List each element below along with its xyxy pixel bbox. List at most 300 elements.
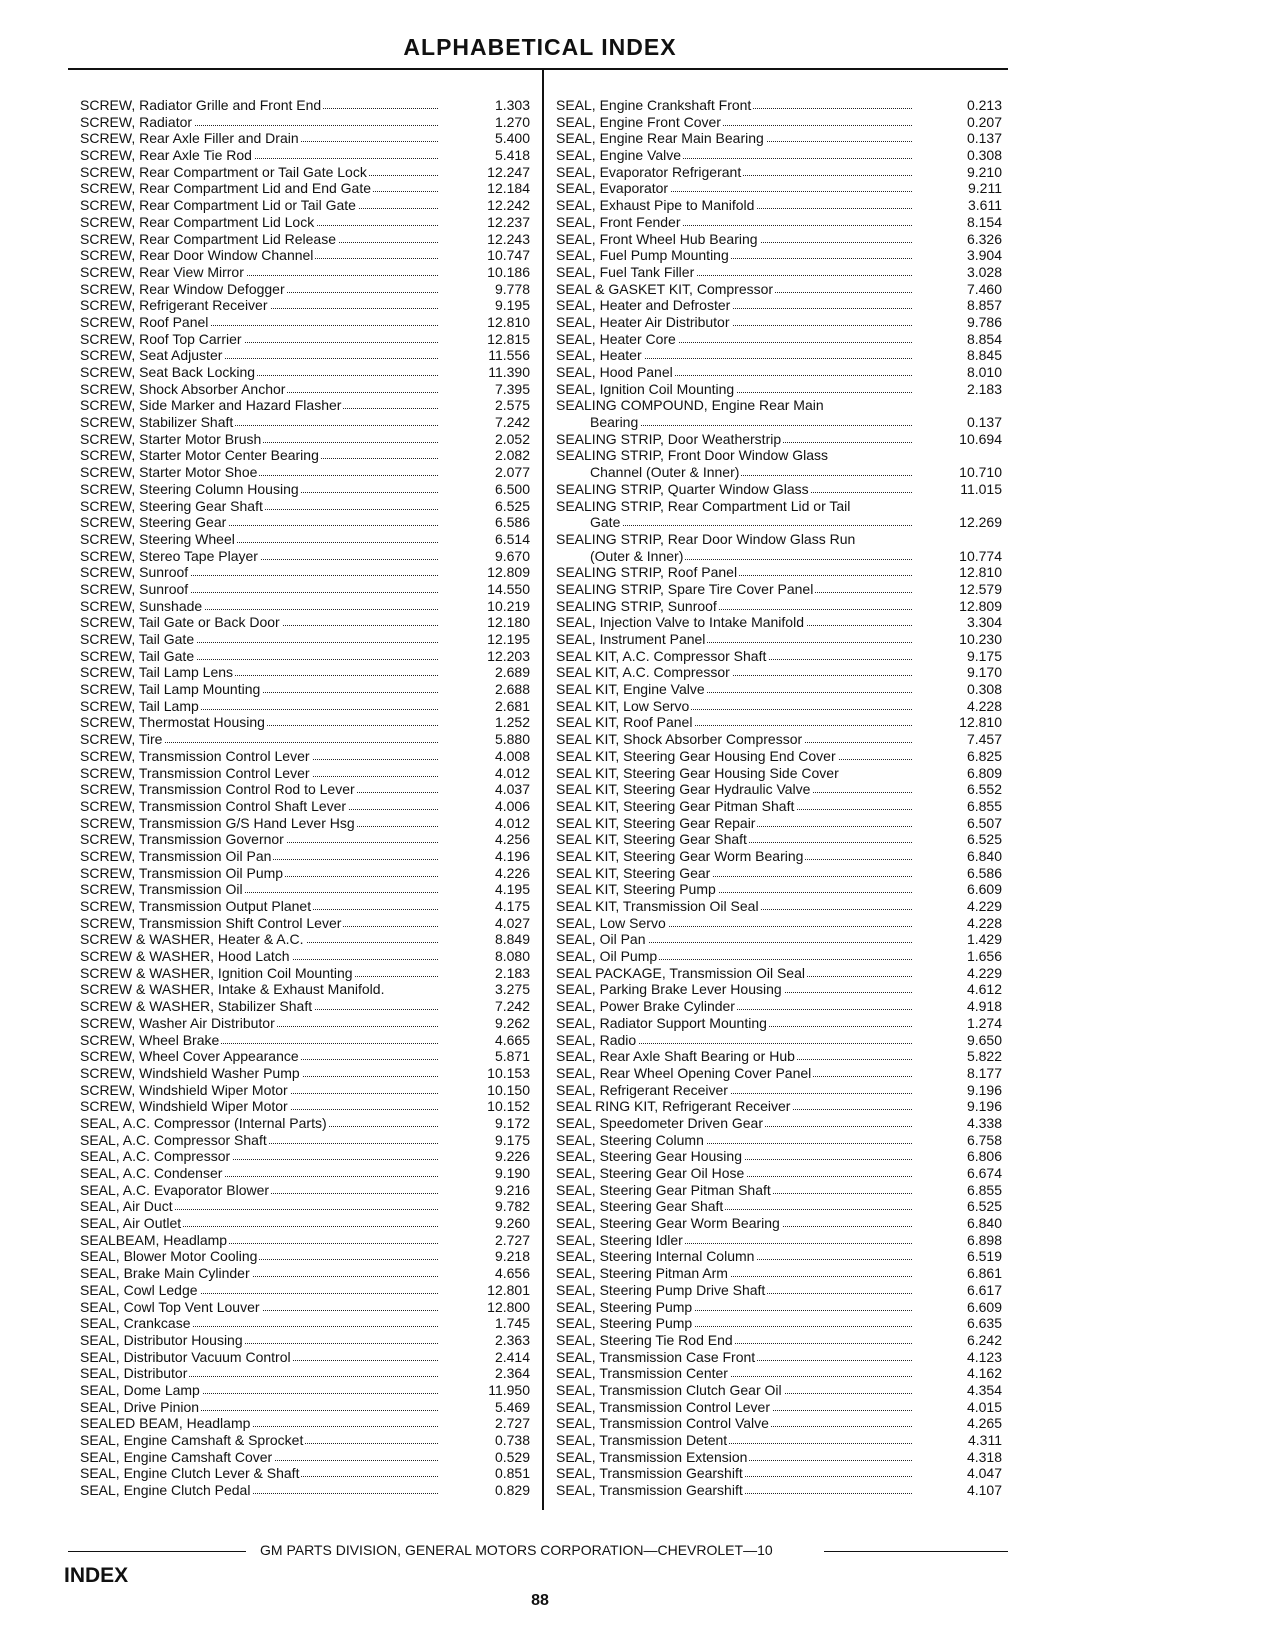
entry-name: SEAL, Distributor Housing bbox=[80, 1331, 243, 1348]
index-entry bbox=[556, 1299, 1002, 1316]
entry-reference: 6.586 bbox=[966, 864, 1002, 881]
entry-name: SCREW, Refrigerant Receiver bbox=[80, 297, 268, 314]
entry-reference: 9.170 bbox=[966, 664, 1002, 681]
entry-reference: 5.822 bbox=[966, 1048, 1002, 1065]
index-entry bbox=[556, 1182, 1002, 1199]
index-entry bbox=[80, 681, 530, 698]
entry-name: SEAL, Heater Air Distributor bbox=[556, 313, 730, 330]
entry-name: SCREW, Steering Gear Shaft bbox=[80, 497, 263, 514]
entry-name: SCREW, Roof Top Carrier bbox=[80, 330, 242, 347]
entry-name: SCREW, Tail Gate or Back Door bbox=[80, 614, 280, 631]
entry-name: SEAL, Dome Lamp bbox=[80, 1381, 200, 1398]
entry-name: SEAL, A.C. Compressor (Internal Parts) bbox=[80, 1114, 327, 1131]
entry-reference: 6.809 bbox=[966, 764, 1002, 781]
entry-name: SEAL & GASKET KIT, Compressor bbox=[556, 280, 774, 297]
entry-name: SCREW, Transmission Oil Pan bbox=[80, 847, 272, 864]
entry-reference: 4.123 bbox=[966, 1348, 1002, 1365]
entry-reference: 1.270 bbox=[494, 113, 530, 130]
entry-reference: 4.318 bbox=[966, 1448, 1002, 1465]
index-entry bbox=[80, 848, 530, 865]
index-entry bbox=[556, 247, 1002, 264]
entry-reference: 6.609 bbox=[966, 1298, 1002, 1315]
index-entry bbox=[80, 1165, 530, 1182]
entry-name: SCREW, Sunroof bbox=[80, 564, 189, 581]
entry-reference: 2.363 bbox=[494, 1331, 530, 1348]
entry-name: SCREW, Steering Gear bbox=[80, 514, 227, 531]
entry-name: Bearing bbox=[556, 414, 640, 431]
entry-reference: 6.758 bbox=[966, 1131, 1002, 1148]
index-entry bbox=[556, 915, 1002, 932]
entry-reference: 4.338 bbox=[966, 1114, 1002, 1131]
entry-reference: 2.688 bbox=[494, 681, 530, 698]
entry-reference: 9.175 bbox=[494, 1131, 530, 1148]
entry-reference: 4.195 bbox=[494, 881, 530, 898]
entry-name: SCREW, Transmission Control Shaft Lever bbox=[80, 797, 347, 814]
entry-reference: 9.196 bbox=[966, 1098, 1002, 1115]
index-entry bbox=[80, 1332, 530, 1349]
entry-reference: 2.414 bbox=[494, 1348, 530, 1365]
entry-name: SCREW, Transmission Control Rod to Lever bbox=[80, 781, 355, 798]
entry-reference: 9.782 bbox=[494, 1198, 530, 1215]
entry-name: SEAL, Heater Core bbox=[556, 330, 676, 347]
entry-reference: 8.845 bbox=[966, 347, 1002, 364]
index-entry bbox=[556, 1015, 1002, 1032]
entry-reference: 6.855 bbox=[966, 797, 1002, 814]
index-entry bbox=[80, 564, 530, 581]
entry-reference: 2.727 bbox=[494, 1231, 530, 1248]
entry-name: SEAL, Oil Pan bbox=[556, 931, 646, 948]
index-entry bbox=[556, 431, 1002, 448]
entry-name: SEAL, Fuel Pump Mounting bbox=[556, 247, 729, 264]
index-entry bbox=[556, 1065, 1002, 1082]
index-entry bbox=[80, 464, 530, 481]
entry-name: SCREW, Transmission Shift Control Lever bbox=[80, 914, 342, 931]
entry-name: SEAL, Engine Valve bbox=[556, 147, 682, 164]
entry-reference: 4.265 bbox=[966, 1415, 1002, 1432]
index-entry bbox=[556, 1165, 1002, 1182]
entry-name: SCREW, Side Marker and Hazard Flasher bbox=[80, 397, 342, 414]
entry-reference: 9.670 bbox=[494, 547, 530, 564]
index-entry bbox=[80, 831, 530, 848]
index-entry bbox=[80, 1382, 530, 1399]
index-entry bbox=[556, 1449, 1002, 1466]
entry-name: SEAL, Hood Panel bbox=[556, 364, 673, 380]
index-entry bbox=[556, 898, 1002, 915]
entry-reference: 7.457 bbox=[966, 731, 1002, 748]
index-entry bbox=[556, 1415, 1002, 1432]
entry-name: SEAL, Air Outlet bbox=[80, 1215, 182, 1232]
entry-name: SEAL, Steering Column bbox=[556, 1131, 704, 1148]
entry-reference: 6.500 bbox=[494, 480, 530, 497]
entry-name: SEAL, Air Duct bbox=[80, 1198, 173, 1215]
index-entry bbox=[80, 598, 530, 615]
entry-name: SEAL, Distributor bbox=[80, 1365, 188, 1382]
entry-name: SEAL KIT, Low Servo bbox=[556, 697, 690, 714]
index-entry bbox=[556, 548, 1002, 565]
entry-name: SEAL, Rear Wheel Opening Cover Panel bbox=[556, 1064, 812, 1081]
entry-name: SCREW, Tail Lamp Mounting bbox=[80, 681, 261, 698]
entry-reference: 3.304 bbox=[966, 614, 1002, 631]
entry-name: SEAL, Transmission Control Lever bbox=[556, 1398, 770, 1415]
entry-name: SEAL RING KIT, Refrigerant Receiver bbox=[556, 1098, 791, 1115]
entry-name: SCREW, Rear Compartment Lid or Tail Gate bbox=[80, 197, 356, 214]
index-entry bbox=[80, 631, 530, 648]
entry-reference: 4.008 bbox=[494, 747, 530, 764]
index-entry bbox=[80, 531, 530, 548]
index-entry bbox=[556, 281, 1002, 298]
entry-reference: 10.710 bbox=[959, 464, 1002, 481]
entry-reference: 0.829 bbox=[494, 1482, 530, 1499]
index-entry bbox=[80, 965, 530, 982]
entry-name: SEAL, Front Fender bbox=[556, 213, 681, 230]
entry-reference: 6.326 bbox=[966, 230, 1002, 247]
entry-name: SCREW, Rear Door Window Channel bbox=[80, 247, 314, 264]
index-entry bbox=[556, 1282, 1002, 1299]
entry-reference: 6.525 bbox=[966, 831, 1002, 848]
index-entry bbox=[556, 397, 1002, 414]
entry-name: SCREW, Rear Axle Filler and Drain bbox=[80, 130, 299, 147]
index-entry bbox=[556, 1132, 1002, 1149]
index-entry bbox=[556, 965, 1002, 982]
index-entry bbox=[556, 648, 1002, 665]
entry-name: SEAL, Parking Brake Lever Housing bbox=[556, 981, 782, 998]
entry-name: SCREW, Rear Window Defogger bbox=[80, 280, 285, 297]
entry-reference: 9.211 bbox=[968, 180, 1002, 197]
index-entry bbox=[556, 664, 1002, 681]
entry-name: SEAL KIT, Steering Gear Pitman Shaft bbox=[556, 797, 795, 814]
entry-reference: 6.525 bbox=[966, 1198, 1002, 1215]
entry-reference: 4.037 bbox=[494, 781, 530, 798]
entry-name: SCREW, Rear Compartment Lid Lock bbox=[80, 213, 315, 230]
entry-reference: 8.857 bbox=[966, 297, 1002, 314]
index-entry bbox=[80, 1482, 530, 1499]
entry-name: SEAL, Rear Axle Shaft Bearing or Hub bbox=[556, 1048, 795, 1065]
entry-reference: 4.229 bbox=[966, 898, 1002, 914]
entry-name: SCREW, Roof Panel bbox=[80, 313, 209, 330]
index-entry bbox=[80, 1182, 530, 1199]
index-entry bbox=[556, 1482, 1002, 1499]
index-entry bbox=[556, 164, 1002, 181]
entry-reference: 1.303 bbox=[494, 97, 530, 113]
entry-reference: 12.184 bbox=[487, 180, 530, 197]
index-entry bbox=[80, 798, 530, 815]
index-entry bbox=[80, 1032, 530, 1049]
index-entry bbox=[80, 731, 530, 748]
index-entry bbox=[80, 264, 530, 281]
entry-name: SCREW, Sunshade bbox=[80, 597, 203, 614]
entry-reference: 0.738 bbox=[494, 1432, 530, 1448]
entry-name: SEAL, Front Wheel Hub Bearing bbox=[556, 230, 758, 247]
index-entry bbox=[80, 97, 530, 114]
entry-name: SEAL, Steering Pump Drive Shaft bbox=[556, 1281, 766, 1298]
index-entry bbox=[80, 381, 530, 398]
entry-reference: 6.898 bbox=[966, 1231, 1002, 1248]
entry-reference: 6.635 bbox=[966, 1315, 1002, 1332]
entry-reference: 9.262 bbox=[494, 1014, 530, 1031]
entry-name: SCREW, Transmission Governor bbox=[80, 831, 284, 848]
index-entry bbox=[556, 681, 1002, 698]
index-entry bbox=[556, 531, 1002, 548]
index-entry bbox=[80, 514, 530, 531]
entry-reference: 3.028 bbox=[966, 263, 1002, 280]
entry-name: SCREW, Tail Gate bbox=[80, 631, 195, 647]
entry-name: SCREW, Windshield Wiper Motor bbox=[80, 1098, 288, 1115]
index-entry bbox=[556, 614, 1002, 631]
index-entry bbox=[80, 931, 530, 948]
index-entry bbox=[556, 331, 1002, 348]
entry-name: SCREW, Starter Motor Brush bbox=[80, 430, 262, 447]
entry-reference: 9.195 bbox=[494, 297, 530, 314]
entry-reference: 4.311 bbox=[968, 1432, 1002, 1448]
entry-name: SEAL, Crankcase bbox=[80, 1315, 191, 1332]
index-entry bbox=[80, 1415, 530, 1432]
entry-name: SEAL, A.C. Condenser bbox=[80, 1165, 223, 1181]
entry-name: SCREW, Rear View Mirror bbox=[80, 263, 244, 280]
index-entry bbox=[80, 180, 530, 197]
index-entry bbox=[80, 1449, 530, 1466]
entry-reference: 11.015 bbox=[960, 480, 1002, 497]
entry-reference: 4.162 bbox=[966, 1365, 1002, 1382]
index-column-right bbox=[556, 97, 1002, 1499]
entry-reference: 8.854 bbox=[966, 330, 1002, 347]
entry-reference: 7.395 bbox=[494, 380, 530, 397]
entry-reference: 9.210 bbox=[966, 163, 1002, 180]
index-entry bbox=[80, 1265, 530, 1282]
entry-name: SCREW & WASHER, Ignition Coil Mounting bbox=[80, 964, 353, 981]
entry-reference: 6.514 bbox=[494, 530, 530, 547]
entry-reference: 1.252 bbox=[494, 714, 530, 731]
entry-reference: 5.880 bbox=[494, 731, 530, 748]
index-entry bbox=[556, 714, 1002, 731]
entry-name: SEAL, Engine Front Cover bbox=[556, 113, 721, 130]
index-entry bbox=[80, 898, 530, 915]
entry-name: SCREW, Transmission Output Planet bbox=[80, 898, 312, 914]
index-entry bbox=[80, 481, 530, 498]
entry-name: SEAL, Engine Camshaft Cover bbox=[80, 1448, 273, 1465]
entry-reference: 8.010 bbox=[966, 364, 1002, 380]
entry-name: SEAL KIT, A.C. Compressor bbox=[556, 664, 730, 681]
index-entry bbox=[556, 514, 1002, 531]
entry-name: SEAL, Drive Pinion bbox=[80, 1398, 200, 1415]
index-entry bbox=[556, 364, 1002, 381]
index-entry bbox=[80, 865, 530, 882]
entry-reference: 9.196 bbox=[966, 1081, 1002, 1098]
index-entry bbox=[80, 1132, 530, 1149]
entry-reference: 2.077 bbox=[494, 464, 530, 481]
index-entry bbox=[556, 1048, 1002, 1065]
entry-name: SEAL, Engine Camshaft & Sprocket bbox=[80, 1432, 304, 1448]
index-entry bbox=[80, 1365, 530, 1382]
entry-name: SCREW, Radiator bbox=[80, 113, 193, 130]
entry-reference: 3.904 bbox=[966, 247, 1002, 264]
entry-name: SCREW, Stereo Tape Player bbox=[80, 547, 258, 564]
index-entry bbox=[556, 481, 1002, 498]
entry-name: SEAL, Power Brake Cylinder bbox=[556, 998, 735, 1015]
entry-reference: 6.861 bbox=[966, 1265, 1002, 1282]
index-column-left bbox=[80, 97, 530, 1499]
entry-reference: 0.213 bbox=[966, 97, 1002, 113]
index-entry bbox=[80, 397, 530, 414]
index-entry bbox=[556, 1215, 1002, 1232]
entry-name: (Outer & Inner) bbox=[556, 548, 685, 565]
index-entry bbox=[80, 765, 530, 782]
entry-reference: 2.183 bbox=[966, 380, 1002, 397]
entry-reference: 12.809 bbox=[487, 564, 530, 581]
index-entry bbox=[556, 1315, 1002, 1332]
entry-name: SEALING STRIP, Front Door Window Glass bbox=[556, 447, 829, 464]
entry-reference: 3.275 bbox=[494, 981, 530, 998]
entry-name: SCREW, Tail Gate bbox=[80, 647, 195, 664]
entry-reference: 9.786 bbox=[966, 313, 1002, 330]
entry-name: SEAL, Engine Rear Main Bearing bbox=[556, 130, 764, 147]
entry-name: SEAL KIT, Steering Gear Repair bbox=[556, 814, 756, 831]
entry-name: SCREW, Tail Lamp bbox=[80, 697, 199, 714]
entry-name: SCREW, Wheel Brake bbox=[80, 1031, 220, 1048]
entry-reference: 5.400 bbox=[494, 130, 530, 147]
entry-reference: 4.012 bbox=[494, 814, 530, 831]
entry-name: SCREW, Washer Air Distributor bbox=[80, 1014, 275, 1031]
index-entry bbox=[556, 1399, 1002, 1416]
index-entry bbox=[80, 297, 530, 314]
index-entry bbox=[80, 231, 530, 248]
entry-reference: 6.855 bbox=[966, 1181, 1002, 1198]
index-entry bbox=[556, 1115, 1002, 1132]
entry-name: SEAL KIT, A.C. Compressor Shaft bbox=[556, 647, 767, 664]
index-entry bbox=[556, 1082, 1002, 1099]
entry-name: SEAL, Transmission Control Valve bbox=[556, 1415, 769, 1432]
entry-name: SEAL, Transmission Gearshift bbox=[556, 1465, 743, 1482]
entry-name: SEAL, Low Servo bbox=[556, 914, 666, 931]
entry-reference: 0.137 bbox=[966, 414, 1002, 431]
entry-name: SCREW, Shock Absorber Anchor bbox=[80, 380, 286, 397]
entry-name: SEAL, A.C. Compressor Shaft bbox=[80, 1131, 267, 1148]
entry-reference: 10.150 bbox=[487, 1081, 530, 1098]
entry-reference: 4.665 bbox=[494, 1031, 530, 1048]
entry-name: SCREW, Tire bbox=[80, 731, 163, 748]
index-entry bbox=[80, 114, 530, 131]
index-entry bbox=[80, 314, 530, 331]
index-entry bbox=[80, 130, 530, 147]
entry-reference: 4.918 bbox=[966, 998, 1002, 1015]
index-entry bbox=[80, 414, 530, 431]
entry-reference: 9.216 bbox=[494, 1181, 530, 1198]
entry-reference: 6.674 bbox=[966, 1165, 1002, 1181]
entry-name: SEAL, Engine Crankshaft Front bbox=[556, 97, 752, 113]
index-entry bbox=[80, 815, 530, 832]
entry-reference: 12.810 bbox=[959, 564, 1002, 581]
entry-reference: 4.175 bbox=[494, 898, 530, 914]
entry-name: SCREW, Seat Adjuster bbox=[80, 347, 223, 364]
entry-reference: 11.950 bbox=[488, 1381, 530, 1398]
entry-reference: 6.825 bbox=[966, 747, 1002, 764]
entry-reference: 11.390 bbox=[488, 364, 530, 380]
entry-name: SEAL, Engine Clutch Pedal bbox=[80, 1482, 251, 1499]
entry-name: SCREW, Rear Compartment Lid and End Gate bbox=[80, 180, 372, 197]
index-entry bbox=[80, 197, 530, 214]
index-entry bbox=[556, 381, 1002, 398]
index-entry bbox=[80, 1082, 530, 1099]
section-label: INDEX bbox=[64, 1564, 129, 1587]
entry-reference: 14.550 bbox=[487, 580, 530, 597]
entry-reference: 12.247 bbox=[487, 163, 530, 180]
entry-reference: 4.015 bbox=[966, 1398, 1002, 1415]
footer-credit: GM PARTS DIVISION, GENERAL MOTORS CORPORATION—CHEVROLET—10 bbox=[260, 1542, 773, 1558]
index-entry bbox=[556, 748, 1002, 765]
entry-reference: 12.579 bbox=[959, 580, 1002, 597]
index-entry bbox=[556, 998, 1002, 1015]
entry-name: SCREW, Starter Motor Center Bearing bbox=[80, 447, 319, 464]
entry-reference: 6.586 bbox=[494, 514, 530, 531]
entry-reference: 6.609 bbox=[966, 881, 1002, 898]
entry-name: SEAL, Fuel Tank Filler bbox=[556, 263, 695, 280]
entry-name: SEAL, Steering Internal Column bbox=[556, 1248, 755, 1265]
entry-reference: 8.177 bbox=[966, 1064, 1002, 1081]
entry-name: SEALBEAM, Headlamp bbox=[80, 1231, 228, 1248]
index-entry bbox=[556, 798, 1002, 815]
entry-name: SEAL KIT, Steering Gear Hydraulic Valve bbox=[556, 781, 811, 798]
entry-reference: 0.137 bbox=[966, 130, 1002, 147]
entry-reference: 1.429 bbox=[966, 931, 1002, 948]
entry-name: SEAL KIT, Steering Gear Worm Bearing bbox=[556, 847, 804, 864]
entry-reference: 4.656 bbox=[494, 1265, 530, 1282]
entry-reference: 10.747 bbox=[487, 247, 530, 264]
entry-reference: 7.460 bbox=[966, 280, 1002, 297]
index-entry bbox=[80, 331, 530, 348]
entry-name: SEALING STRIP, Rear Door Window Glass Run bbox=[556, 530, 856, 547]
entry-reference: 6.242 bbox=[966, 1331, 1002, 1348]
entry-name: SEAL, Radio bbox=[556, 1031, 637, 1048]
entry-name: SCREW, Radiator Grille and Front End bbox=[80, 97, 322, 113]
index-entry bbox=[556, 1198, 1002, 1215]
entry-name: SEAL, Steering Pump bbox=[556, 1315, 693, 1332]
entry-reference: 4.196 bbox=[494, 847, 530, 864]
entry-name: SCREW, Thermostat Housing bbox=[80, 714, 265, 731]
entry-reference: 4.047 bbox=[966, 1465, 1002, 1482]
index-entry bbox=[80, 281, 530, 298]
index-entry bbox=[556, 815, 1002, 832]
index-entry bbox=[556, 314, 1002, 331]
index-entry bbox=[556, 931, 1002, 948]
entry-name: SEAL KIT, Steering Gear bbox=[556, 864, 711, 881]
entry-name: SEAL, Steering Pitman Arm bbox=[556, 1265, 728, 1282]
entry-reference: 2.183 bbox=[494, 964, 530, 981]
entry-reference: 2.681 bbox=[494, 697, 530, 714]
entry-name: SCREW, Windshield Washer Pump bbox=[80, 1064, 300, 1081]
entry-name: SEAL KIT, Roof Panel bbox=[556, 714, 693, 731]
entry-reference: 0.308 bbox=[966, 147, 1002, 164]
index-entry bbox=[80, 1465, 530, 1482]
entry-name: Channel (Outer & Inner) bbox=[556, 464, 741, 481]
index-entry bbox=[80, 981, 530, 998]
entry-reference: 2.727 bbox=[494, 1415, 530, 1432]
index-entry bbox=[80, 1248, 530, 1265]
index-entry bbox=[556, 498, 1002, 515]
entry-reference: 0.529 bbox=[494, 1448, 530, 1465]
entry-reference: 2.364 bbox=[494, 1365, 530, 1382]
entry-name: SCREW, Rear Compartment or Tail Gate Lock bbox=[80, 163, 367, 180]
entry-reference: 0.851 bbox=[494, 1465, 530, 1482]
entry-name: SCREW, Rear Axle Tie Rod bbox=[80, 147, 252, 164]
index-entry bbox=[80, 364, 530, 381]
entry-reference: 9.172 bbox=[494, 1114, 530, 1131]
entry-name: SEALED BEAM, Headlamp bbox=[80, 1415, 251, 1432]
index-entry bbox=[80, 1115, 530, 1132]
entry-name: SEAL, Transmission Center bbox=[556, 1365, 728, 1382]
index-entry bbox=[556, 581, 1002, 598]
page-title: ALPHABETICAL INDEX bbox=[403, 34, 677, 60]
entry-name: SEALING STRIP, Roof Panel bbox=[556, 564, 738, 581]
entry-name: SEAL, Steering Tie Rod End bbox=[556, 1331, 733, 1348]
